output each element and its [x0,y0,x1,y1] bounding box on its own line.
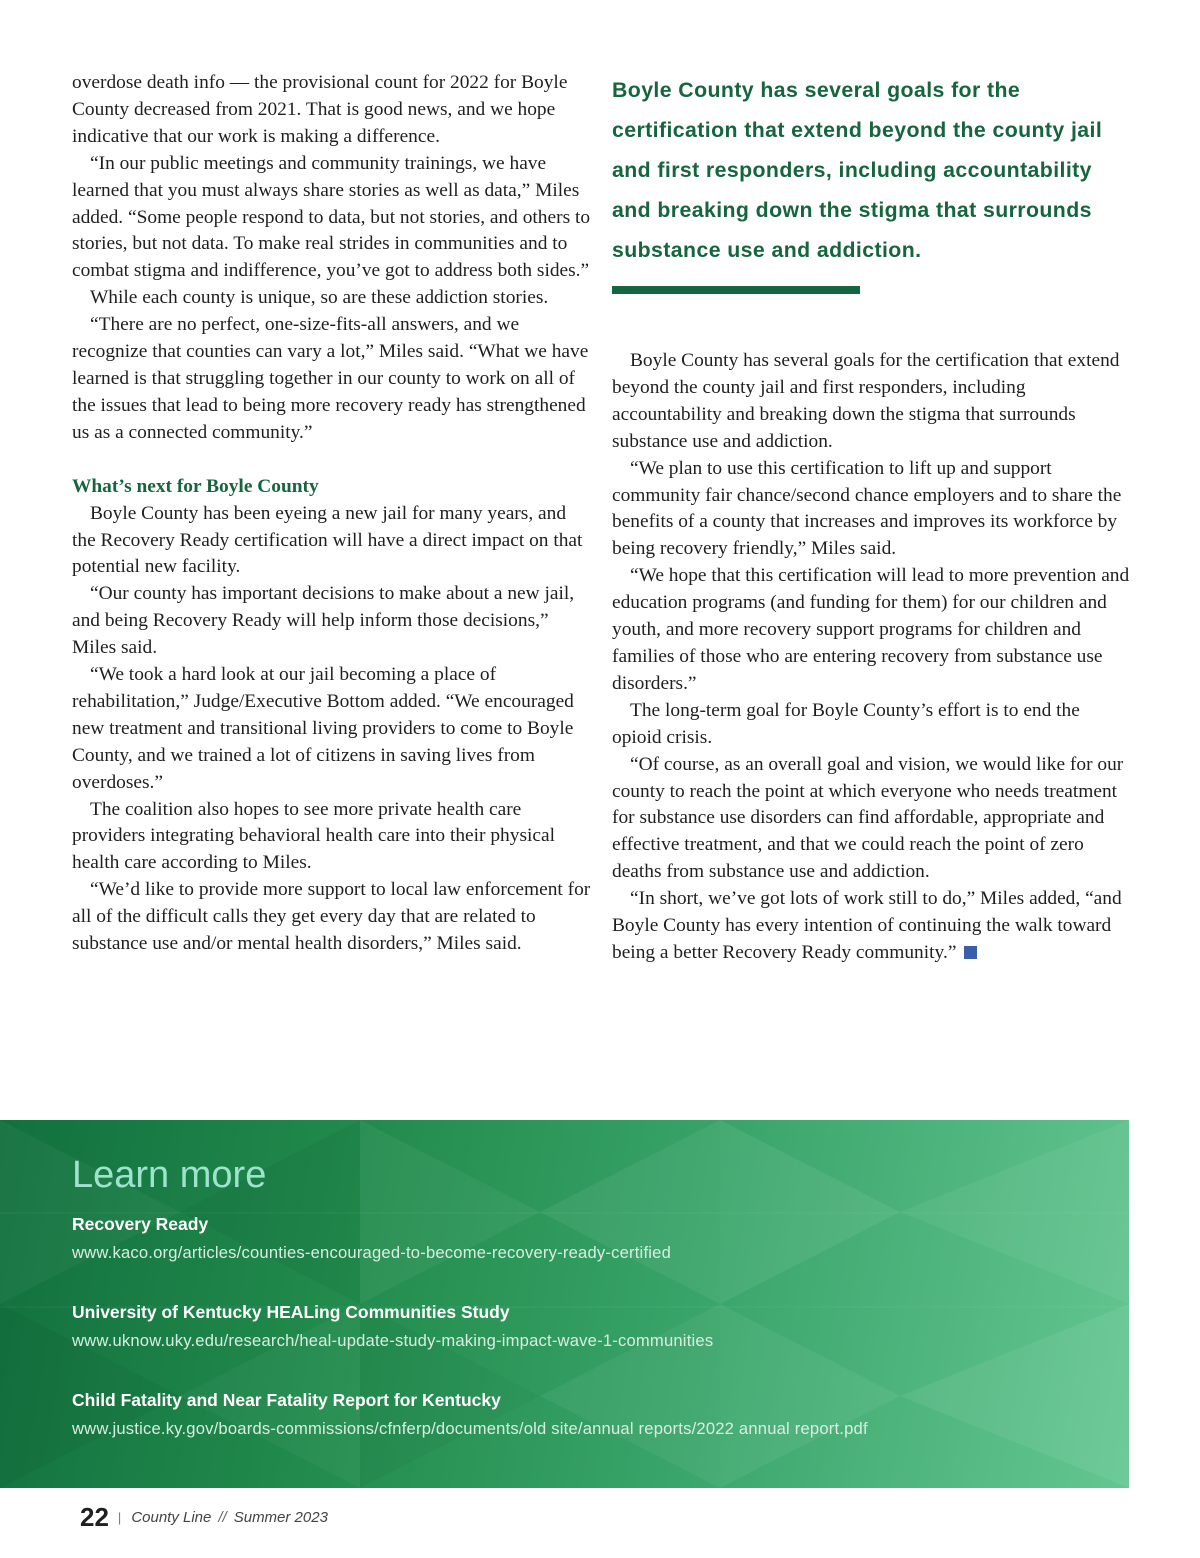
closing-text: “In short, we’ve got lots of work still to do,” Miles added, “and Boyle County has every intention of continuing the walk toward being a better Recovery Ready community.” [612,888,1122,963]
body-paragraph: “There are no perfect, one-size-fits-all answers, and we recognize that counties can vary a lot,” Miles said. “What we have learned is that struggling together in our county to work on all of the issues that lead to being more recovery ready has strengthened us as a connected community.” [72,314,589,443]
resource-url-link[interactable]: www.kaco.org/articles/counties-encouraged-to-become-recovery-ready-certified [72,1243,671,1262]
resource-name: Recovery Ready [72,1214,209,1234]
resource-url-link[interactable]: www.justice.ky.gov/boards-commissions/cfnferp/documents/old site/annual reports/2022 annual report.pdf [72,1419,868,1438]
right-column [612,70,1130,967]
body-paragraph: The coalition also hopes to see more private health care providers integrating behavioral health care into their physical health care according to Miles. [72,798,555,874]
page-number: 22 [80,1501,109,1532]
body-paragraph: “We plan to use this certification to lift up and support community fair chance/second chance employers and to share the benefits of a county that increases and improves its workforce by being recovery friendly,” Miles said. [612,457,1122,560]
body-paragraph: overdose death info — the provisional count for 2022 for Boyle County decreased from 2021. That is good news, and we hope indicative that our work is making a difference. [72,72,568,147]
body-paragraph: “We hope that this certification will lead to more prevention and education programs (and funding for them) for our children and youth, and more recovery support programs for children and families of those who are entering recovery from substance use disorders.” [612,565,1130,694]
learn-more-box [0,1120,1129,1488]
learn-more-title: Learn more [72,1154,267,1196]
footer-slashes: // [218,1508,227,1526]
body-paragraph: While each county is unique, so are these addiction stories. [90,287,549,309]
pull-quote-rule [612,286,860,294]
learn-more-content [72,1150,1089,1476]
resource-name: Child Fatality and Near Fatality Report for Kentucky [72,1390,501,1410]
body-paragraph: Boyle County has several goals for the certification that extend beyond the county jail and first responders, including accountability and breaking down the stigma that surrounds substance use and addiction. [612,350,1120,452]
publication-name: County Line [131,1508,212,1526]
footer-separator: | [117,1509,122,1525]
body-paragraph: “We’d like to provide more support to local law enforcement for all of the difficult calls they get every day that are related to substance use and/or mental health disorders,” Miles said. [72,879,591,955]
resource-name: University of Kentucky HEALing Communities Study [72,1302,510,1322]
issue-label: Summer 2023 [233,1508,328,1526]
resource-url-link[interactable]: www.uknow.uky.edu/research/heal-update-study-making-impact-wave-1-communities [72,1331,714,1350]
resource-item [72,1212,1089,1270]
body-paragraph: “We took a hard look at our jail becoming a place of rehabilitation,” Judge/Executive Bottom added. “We encouraged new treatment and transitional living providers to come to Boyle County, and we trained a lot of citizens in saving lives from overdoses.” [72,664,574,793]
resource-item [72,1388,1089,1446]
end-mark-icon [964,946,977,959]
body-paragraph: “Our county has important decisions to make about a new jail, and being Recovery Ready will help inform those decisions,” Miles said. [72,583,575,659]
body-paragraph: The long-term goal for Boyle County’s effort is to end the opioid crisis. [612,699,1080,748]
body-paragraph: “Of course, as an overall goal and vision, we would like for our county to reach the point at which everyone who needs treatment for substance use disorders can find affordable, appropriate and effective treatment, and that we could reach the point of zero deaths from substance use and addiction. [612,753,1124,883]
closing-paragraph [612,886,1130,967]
body-paragraph: “In our public meetings and community trainings, we have learned that you must always share stories as well as data,” Miles added. “Some people respond to data, but not stories, and others to stories, but not data. To make real strides in communities and to combat stigma and indifference, you’ve got to address both sides.” [72,152,591,282]
section-subheading: What’s next for Boyle County [72,475,319,497]
body-paragraph: Boyle County has been eyeing a new jail for many years, and the Recovery Ready certification will have a direct impact on that potential new facility. [72,502,583,578]
pull-quote: Boyle County has several goals for the certification that extend beyond the county jail and first responders, including accountability and breaking down the stigma that surrounds substance use and addiction. [612,78,1103,262]
left-column [72,70,592,958]
resource-item [72,1300,1089,1358]
page-footer [80,1497,328,1537]
